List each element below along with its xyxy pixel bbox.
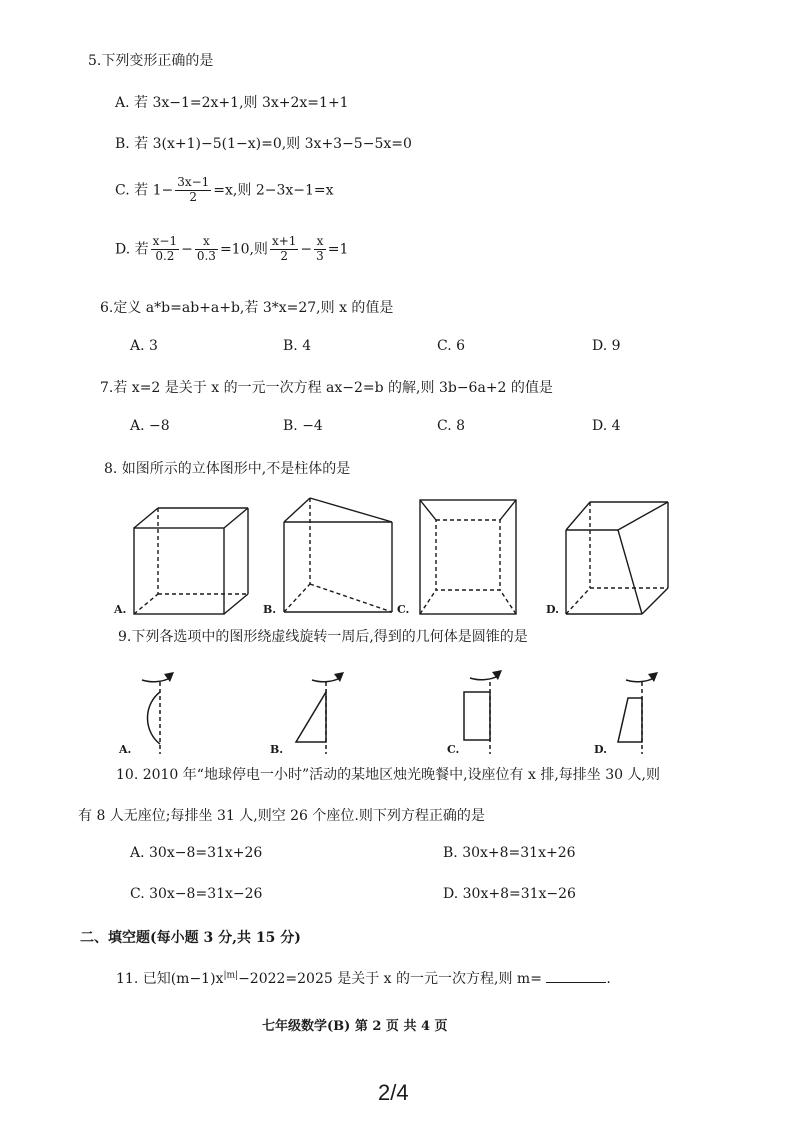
q5-c-fraction bbox=[175, 176, 211, 205]
q5-d-f1-num: x−1 bbox=[152, 234, 178, 248]
q11-answer-blank[interactable] bbox=[546, 970, 606, 983]
q9-label-c: C. bbox=[447, 743, 460, 756]
q11-exponent: |m| bbox=[223, 970, 239, 981]
q7-stem: 7.若 x=2 是关于 x 的一元一次方程 ax−2=b 的解,则 3b−6a+2 的值是 bbox=[100, 380, 553, 396]
q5-option-b: B. 若 3(x+1)−5(1−x)=0,则 3x+3−5−5x=0 bbox=[115, 136, 412, 152]
q5-d-prefix: D. 若 bbox=[115, 241, 149, 258]
q5-d-f3-den: 2 bbox=[280, 248, 288, 263]
q5-c-numerator: 3x−1 bbox=[177, 175, 210, 189]
q5-d-f2-num: x bbox=[195, 235, 218, 250]
q9-label-d: D. bbox=[594, 743, 607, 756]
q10-option-a: A. 30x−8=31x+26 bbox=[130, 845, 263, 861]
q10-option-d: D. 30x+8=31x−26 bbox=[443, 886, 576, 902]
q8-label-c: C. bbox=[397, 603, 410, 616]
q5-d-suffix: =1 bbox=[327, 241, 349, 258]
q7-option-c: C. 8 bbox=[437, 418, 466, 434]
q6-option-d: D. 9 bbox=[592, 338, 621, 354]
q5-option-d bbox=[115, 235, 348, 264]
q8-label-a: A. bbox=[114, 603, 127, 616]
q6-option-b: B. 4 bbox=[283, 338, 312, 354]
q5-d-minus-2: − bbox=[300, 241, 313, 258]
q8-figure-c-solid bbox=[418, 498, 522, 620]
q5-c-denominator: 2 bbox=[189, 189, 198, 204]
q5-d-f4-den: 3 bbox=[316, 248, 324, 263]
page-indicator: 2/4 bbox=[378, 1080, 409, 1105]
q7-option-b: B. −4 bbox=[283, 418, 323, 434]
q6-option-c: C. 6 bbox=[437, 338, 466, 354]
q7-option-d: D. 4 bbox=[592, 418, 621, 434]
q5-d-f2-den: 0.3 bbox=[196, 248, 216, 263]
section-2-title: 二、填空题(每小题 3 分,共 15 分) bbox=[80, 930, 301, 946]
q5-d-minus-1: − bbox=[181, 241, 193, 258]
q8-figure-a-cube bbox=[130, 504, 250, 620]
q8-label-d: D. bbox=[546, 603, 559, 616]
q5-c-suffix: =x,则 2−3x−1=x bbox=[213, 182, 334, 199]
q10-line-2: 有 8 人无座位;每排坐 31 人,则空 26 个座位.则下列方程正确的是 bbox=[78, 808, 485, 824]
q8-figure-d-solid bbox=[562, 498, 674, 620]
q8-label-b: B. bbox=[263, 603, 277, 616]
q5-d-f1-den: 0.2 bbox=[155, 248, 175, 263]
q5-d-fraction-3 bbox=[270, 235, 298, 264]
q9-figure-b-triangle bbox=[290, 668, 350, 758]
q5-d-f4-num: x bbox=[314, 235, 326, 250]
q9-figure-d-trapezoid bbox=[612, 668, 672, 758]
q9-label-b: B. bbox=[270, 743, 284, 756]
q5-option-a: A. 若 3x−1=2x+1,则 3x+2x=1+1 bbox=[115, 95, 349, 111]
q11-prefix: 11. 已知(m−1)x bbox=[116, 971, 224, 987]
q10-line-1: 10. 2010 年“地球停电一小时”活动的某地区烛光晚餐中,设座位有 x 排,每排坐 30 人,则 bbox=[116, 767, 660, 783]
q8-stem: 8. 如图所示的立体图形中,不是柱体的是 bbox=[104, 461, 351, 477]
q9-label-a: A. bbox=[119, 743, 132, 756]
q9-figure-c-rectangle bbox=[456, 668, 516, 758]
q10-option-c: C. 30x−8=31x−26 bbox=[130, 886, 263, 902]
q5-d-f3-num: x+1 bbox=[271, 234, 297, 248]
q5-stem: 5.下列变形正确的是 bbox=[88, 53, 214, 69]
q7-option-a: A. −8 bbox=[130, 418, 170, 434]
q9-stem: 9.下列各选项中的图形绕虚线旋转一周后,得到的几何体是圆锥的是 bbox=[118, 629, 528, 645]
q10-option-b: B. 30x+8=31x+26 bbox=[443, 845, 576, 861]
q5-d-fraction-2 bbox=[195, 235, 218, 264]
q11-rest: −2022=2025 是关于 x 的一元一次方程,则 m= bbox=[238, 971, 542, 987]
q5-c-prefix: C. 若 1− bbox=[115, 182, 174, 199]
page-footer: 七年级数学(B) 第 2 页 共 4 页 bbox=[262, 1019, 448, 1034]
q6-option-a: A. 3 bbox=[130, 338, 158, 354]
q5-d-fraction-1 bbox=[151, 235, 179, 264]
q11-stem bbox=[116, 968, 611, 988]
q11-end-period: . bbox=[606, 971, 611, 987]
q5-option-c bbox=[115, 176, 334, 205]
q5-d-fraction-4 bbox=[314, 235, 326, 264]
q5-d-mid: =10,则 bbox=[219, 241, 268, 258]
q6-stem: 6.定义 a*b=ab+a+b,若 3*x=27,则 x 的值是 bbox=[100, 300, 394, 316]
q8-figure-b-prism bbox=[280, 494, 398, 618]
